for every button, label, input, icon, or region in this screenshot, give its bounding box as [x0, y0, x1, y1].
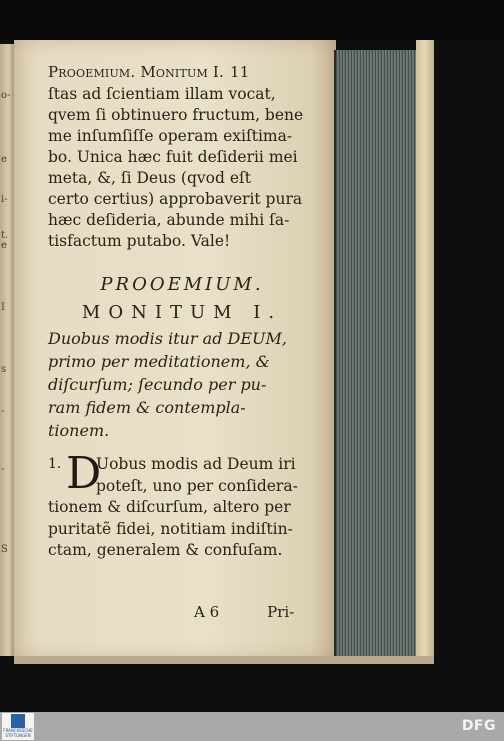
margin-char: t.: [1, 230, 9, 241]
margin-char: s: [1, 364, 7, 375]
institution-logo-text: FRANCKESCHE STIFTUNGEN: [3, 728, 33, 738]
text-line: certo certius) approbaverit pura: [48, 190, 303, 208]
text-line: puritatẽ fidei, notitiam indiſtin-: [48, 519, 293, 538]
margin-char: e: [1, 154, 7, 165]
viewer-footer-strip: [0, 712, 504, 741]
book-cover-edge: [416, 40, 434, 662]
institution-logo-icon: [11, 714, 25, 728]
left-page-edge: [0, 44, 14, 656]
paragraph-1: [48, 448, 348, 562]
text-line: hæc deſideria, abunde mihi ſa-: [48, 211, 290, 229]
page-block-edges: [334, 50, 420, 658]
running-head-title: Prooemium. Monitum I.: [48, 63, 224, 81]
text-line: ctam, generalem & confuſam.: [48, 541, 283, 559]
summary-line: ram fidem & contempla-: [48, 398, 246, 417]
summary-line: primo per meditationem, &: [48, 352, 270, 371]
paragraph-number: 1.: [48, 456, 62, 472]
margin-char: -: [1, 406, 5, 417]
catchword: Pri-: [267, 603, 295, 621]
signature-mark: A 6: [194, 603, 220, 621]
summary-line: Duobus modis itur ad DEUM,: [48, 329, 287, 348]
text-line: Uobus modis ad Deum iri: [96, 455, 296, 473]
text-line: tionem & diſcurſum, altero per: [48, 498, 291, 516]
page-footer: [194, 603, 294, 621]
text-line: poteſt, uno per conſidera-: [96, 476, 298, 495]
text-line: me inſumſiſſe operam exiſtima-: [48, 127, 293, 145]
margin-char: S: [1, 544, 8, 555]
summary-line: tionem.: [48, 421, 110, 440]
dfg-logo[interactable]: DFG: [461, 718, 496, 734]
margin-char: e: [1, 240, 7, 251]
book-page: [14, 40, 336, 658]
summary-line: diſcurſum; ſecundo per pu-: [48, 375, 267, 394]
margin-char: I: [1, 302, 5, 313]
margin-char: i-: [1, 194, 8, 205]
page-number: 11: [230, 63, 250, 81]
text-line: qvem ſi obtinuero fructum, bene: [48, 106, 304, 124]
section-title: PROOEMIUM.: [100, 274, 264, 295]
book-cover-bottom: [14, 656, 434, 664]
margin-char: o-: [1, 90, 11, 101]
monitum-title: MONITUM I.: [81, 302, 283, 323]
scan-background: [0, 0, 504, 40]
drop-cap: D: [66, 448, 102, 499]
text-line: ſtas ad ſcientiam illam vocat,: [48, 85, 276, 103]
text-line: meta, &, ſi Deus (qvod eſt: [48, 169, 251, 187]
running-head: [48, 62, 348, 83]
text-line: tisfactum putabo. Vale!: [48, 232, 231, 250]
text-line: bo. Unica hæc fuit deſiderii mei: [48, 148, 298, 166]
institution-logo[interactable]: [2, 713, 34, 740]
margin-char: -: [1, 464, 5, 475]
